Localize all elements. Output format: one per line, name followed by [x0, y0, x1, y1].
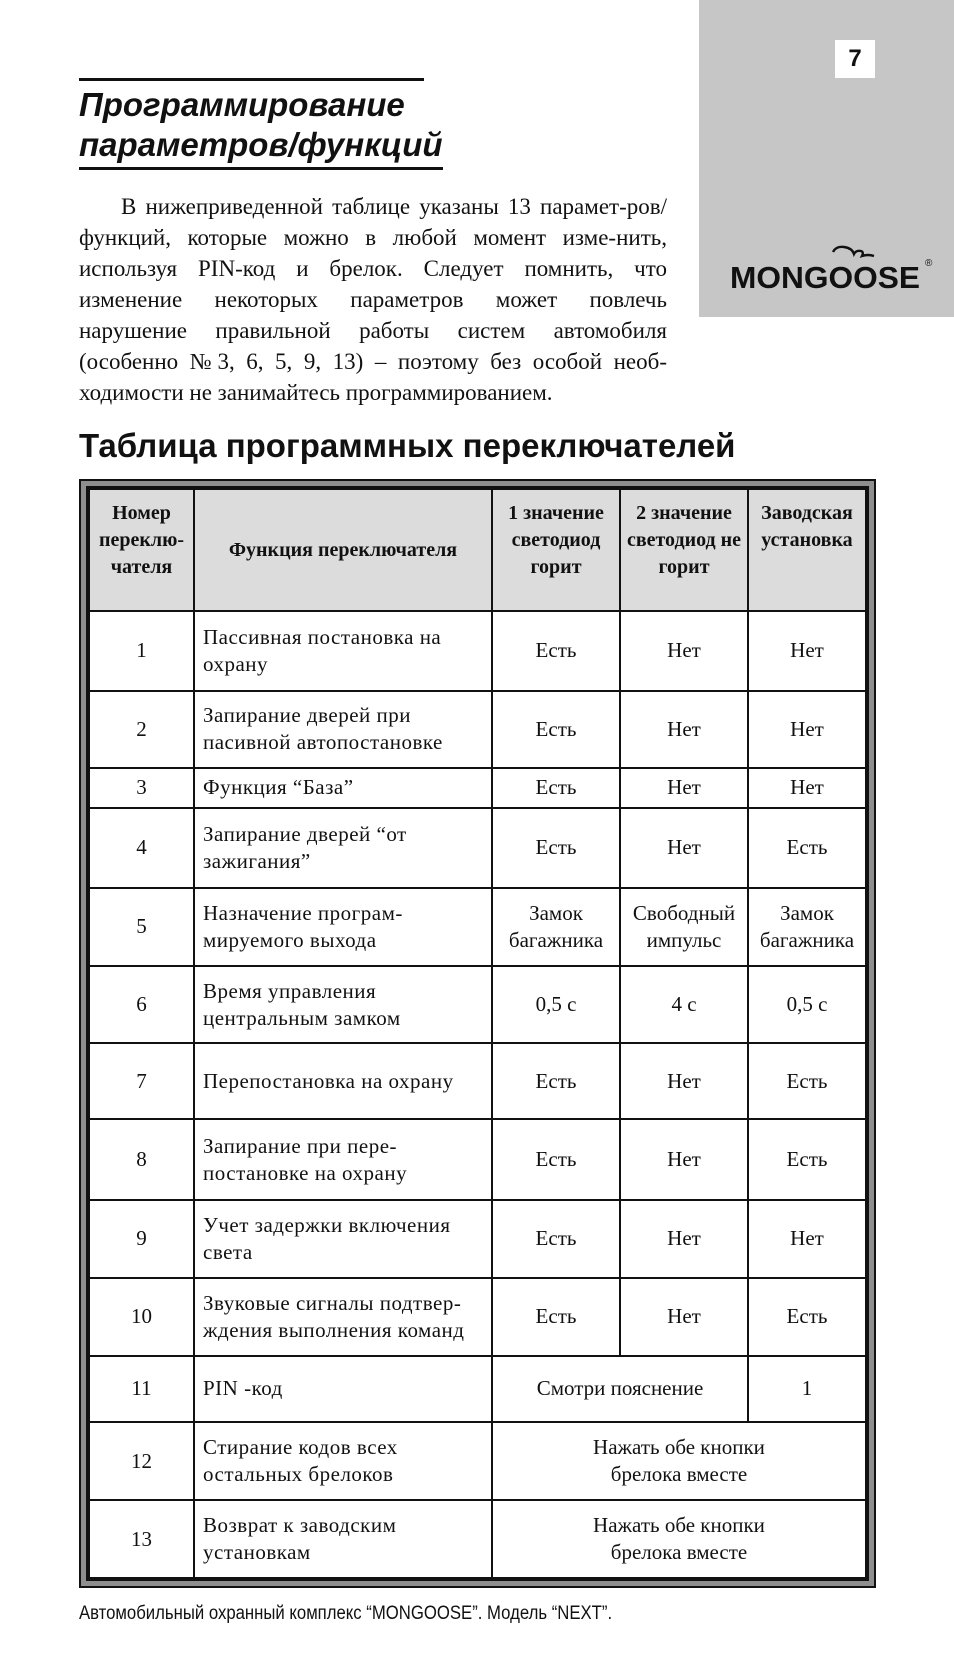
table-row — [89, 1278, 866, 1356]
header-value1: 1 значение светодиод горит — [492, 489, 620, 611]
cell-function: Запирание дверей “от зажигания” — [194, 808, 492, 888]
cell-value1: Есть — [492, 691, 620, 768]
cell-value2: Нет — [620, 768, 748, 808]
cell-number: 1 — [89, 611, 194, 691]
cell-function: Учет задержки включения света — [194, 1200, 492, 1278]
header-factory: Заводская установка — [748, 489, 866, 611]
logo-swoosh — [833, 247, 874, 256]
cell-value1: Есть — [492, 1043, 620, 1119]
cell-value1: Есть — [492, 808, 620, 888]
cell-factory: Нет — [748, 691, 866, 768]
cell-function: Запирание при пере-постановке на охрану — [194, 1119, 492, 1200]
cell-merged-value: Смотри пояснение — [492, 1356, 748, 1423]
table-row — [89, 1043, 866, 1119]
cell-value1: Есть — [492, 1200, 620, 1278]
cell-factory: 1 — [748, 1356, 866, 1423]
cell-function: Запирание дверей при пасивной автопостановке — [194, 691, 492, 768]
cell-factory: Замок багажника — [748, 888, 866, 966]
table-inner — [86, 486, 869, 1581]
cell-function: Назначение програм-мируемого выхода — [194, 888, 492, 966]
cell-value2: 4 с — [620, 966, 748, 1044]
heading-line-2: параметров/функций — [79, 125, 443, 170]
cell-factory: Есть — [748, 1043, 866, 1119]
cell-factory: Нет — [748, 1200, 866, 1278]
table-row — [89, 1422, 866, 1500]
header-value2: 2 значение светодиод не горит — [620, 489, 748, 611]
cell-number: 2 — [89, 691, 194, 768]
cell-merged-value: Нажать обе кнопки брелока вместе — [492, 1422, 866, 1500]
cell-value2: Нет — [620, 808, 748, 888]
cell-number: 4 — [89, 808, 194, 888]
cell-number: 10 — [89, 1278, 194, 1356]
cell-merged-value: Нажать обе кнопки брелока вместе — [492, 1500, 866, 1578]
table-row — [89, 691, 866, 768]
page-heading — [79, 78, 459, 170]
cell-factory: Нет — [748, 611, 866, 691]
cell-factory: Есть — [748, 1278, 866, 1356]
cell-factory: 0,5 с — [748, 966, 866, 1044]
cell-number: 5 — [89, 888, 194, 966]
heading-line-1: Программирование — [79, 86, 405, 123]
table-row — [89, 1356, 866, 1423]
cell-number: 11 — [89, 1356, 194, 1423]
cell-function: Возврат к заводским установкам — [194, 1500, 492, 1578]
page-number: 7 — [835, 40, 875, 78]
page-footer: Автомобильный охранный комплекс “MONGOOSE”. Модель “NEXT”. — [79, 1603, 613, 1624]
cell-function: Звуковые сигналы подтвер-ждения выполнения команд — [194, 1278, 492, 1356]
cell-function: PIN -код — [194, 1356, 492, 1423]
cell-number: 12 — [89, 1422, 194, 1500]
cell-value2: Нет — [620, 691, 748, 768]
cell-factory: Есть — [748, 1119, 866, 1200]
cell-number: 6 — [89, 966, 194, 1044]
cell-number: 9 — [89, 1200, 194, 1278]
intro-paragraph: В нижеприведенной таблице указаны 13 парамет-ров/функций, которые можно в любой момент изме-нить, используя PIN-код и брелок. Следует помнить, что изменение некоторых параметров может повлечь нарушение правильной работы систем автомобиля (особенно №3, 6, 5, 9, 13) – поэтому без особой необ-ходимости не занимайтесь программированием. — [79, 194, 667, 405]
cell-function: Перепостановка на охрану — [194, 1043, 492, 1119]
table-row — [89, 1200, 866, 1278]
cell-value2: Нет — [620, 1119, 748, 1200]
cell-value1: Есть — [492, 611, 620, 691]
mongoose-logo — [728, 244, 938, 304]
table-row — [89, 611, 866, 691]
cell-value2: Нет — [620, 611, 748, 691]
table-row — [89, 808, 866, 888]
cell-function: Время управления центральным замком — [194, 966, 492, 1044]
cell-number: 13 — [89, 1500, 194, 1578]
switches-table — [88, 488, 867, 1579]
heading-rule — [79, 78, 424, 81]
cell-value1: Замок багажника — [492, 888, 620, 966]
cell-function: Стирание кодов всех остальных брелоков — [194, 1422, 492, 1500]
cell-value1: Есть — [492, 768, 620, 808]
table-row — [89, 1500, 866, 1578]
table-title: Таблица программных переключателей — [79, 427, 736, 464]
cell-function: Пассивная постановка на охрану — [194, 611, 492, 691]
table-row — [89, 1119, 866, 1200]
cell-value2: Нет — [620, 1278, 748, 1356]
cell-number: 3 — [89, 768, 194, 808]
header-row — [89, 489, 866, 611]
cell-value1: 0,5 с — [492, 966, 620, 1044]
header-function: Функция переключателя — [194, 489, 492, 611]
cell-function: Функция “База” — [194, 768, 492, 808]
cell-factory: Есть — [748, 808, 866, 888]
cell-value1: Есть — [492, 1278, 620, 1356]
table-row — [89, 768, 866, 808]
table-row — [89, 888, 866, 966]
table-row — [89, 966, 866, 1044]
cell-factory: Нет — [748, 768, 866, 808]
cell-value2: Свободный импульс — [620, 888, 748, 966]
header-number: Номер переклю-чателя — [89, 489, 194, 611]
cell-number: 7 — [89, 1043, 194, 1119]
cell-value2: Нет — [620, 1200, 748, 1278]
table-frame — [79, 479, 876, 1588]
registered-mark: ® — [925, 258, 933, 269]
cell-value1: Есть — [492, 1119, 620, 1200]
logo-text: MONGOOSE — [730, 260, 920, 295]
cell-number: 8 — [89, 1119, 194, 1200]
cell-value2: Нет — [620, 1043, 748, 1119]
